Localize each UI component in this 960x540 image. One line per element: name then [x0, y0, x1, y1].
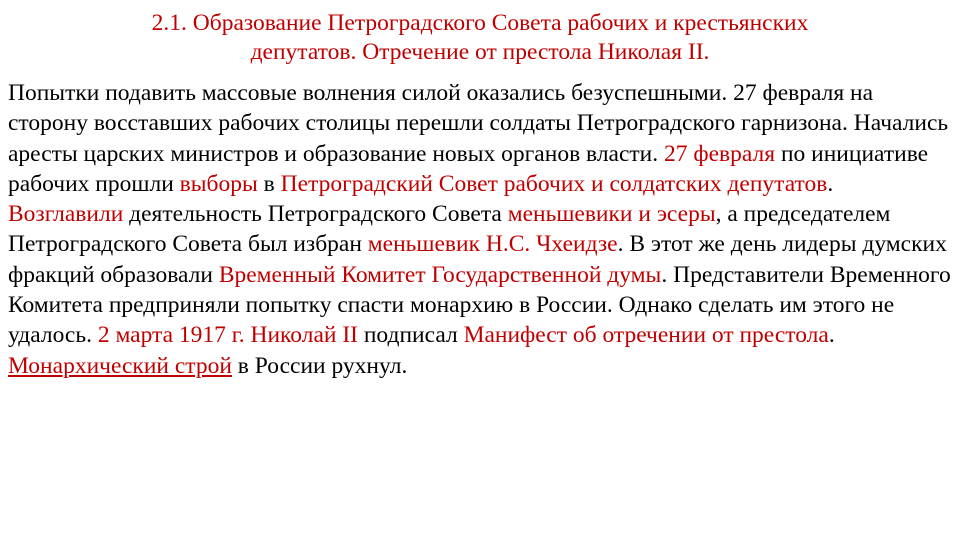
text-segment: .	[828, 322, 835, 349]
text-segment: , а председателем Петроградского Совета был избран	[8, 201, 891, 258]
title-line-2: депутатов. Отречение от престола Николая II.	[250, 39, 710, 65]
text-segment: . Представители Временного Комитета предприняли попытку спасти монархию в России. Однако сделать им этого не удалось.	[8, 261, 951, 349]
body-paragraph	[8, 78, 954, 381]
text-segment: .	[401, 352, 408, 379]
text-segment: подписал	[357, 322, 464, 349]
highlight-abdication-manifesto: Манифест об отречении от престола	[463, 322, 829, 349]
text-segment: по инициативе рабочих прошли	[8, 140, 929, 197]
text-segment: Попытки подавить массовые волнения силой оказались безуспешными. 27 февраля на сторону восставших рабочих столицы перешли солдаты Петроградского гарнизона. Начались аресты царских министров и образование новых органов власти.	[8, 80, 949, 167]
highlight-march-2-nicholas: 2 марта 1917 г. Николай II	[97, 322, 358, 349]
highlight-date-feb-27: 27 февраля	[664, 140, 776, 167]
highlight-provisional-committee: Временный Комитет Государственной думы	[218, 261, 662, 288]
title-line-1: 2.1. Образование Петроградского Совета рабочих и крестьянских	[151, 10, 809, 36]
text-segment: деятельность Петроградского Совета	[123, 201, 508, 228]
slide-title	[40, 9, 920, 67]
highlight-mensheviks-srs: меньшевики и эсеры	[507, 201, 716, 228]
highlight-elections: выборы	[179, 170, 258, 197]
highlight-headed: Возглавили	[8, 201, 124, 228]
text-segment: в	[257, 170, 281, 197]
highlight-monarchy-underlined: Монархический строй	[8, 352, 232, 379]
text-segment: . В этот же день лидеры думских фракций образовали	[8, 231, 947, 288]
highlight-chkheidze: меньшевик Н.С. Чхеидзе	[367, 231, 618, 258]
highlight-petrograd-soviet: Петроградский Совет рабочих и солдатских депутатов	[280, 170, 828, 197]
text-segment: в России рухнул	[231, 352, 402, 379]
text-segment: .	[827, 170, 834, 197]
